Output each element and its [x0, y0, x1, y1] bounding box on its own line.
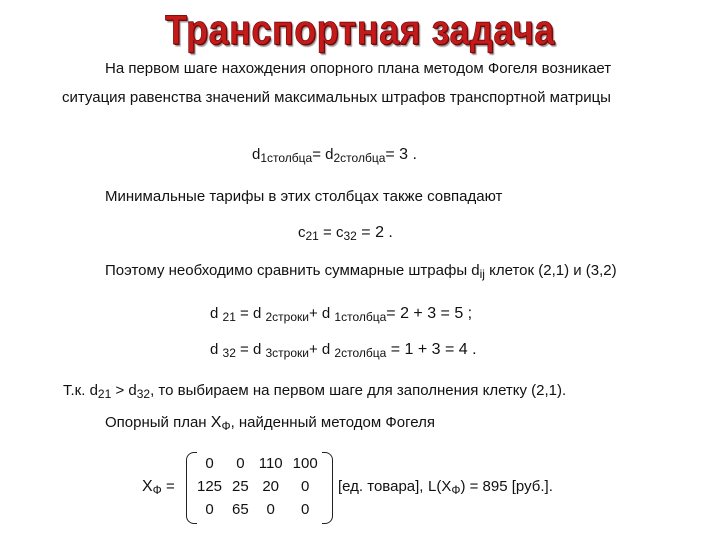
p5-tail: , найденный методом Фогеля — [230, 414, 435, 431]
equation-sum-penalty-32 — [210, 341, 477, 360]
matrix-cell: 0 — [205, 501, 214, 518]
eq4-s1: 32 — [222, 346, 236, 360]
eq2-sub2: 32 — [343, 229, 357, 243]
matrix-cell: 110 — [258, 455, 283, 472]
matrix-right-bracket — [322, 452, 333, 524]
p3-tail: клеток (2,1) и (3,2) — [489, 262, 617, 279]
eq3-plus: + d — [308, 305, 335, 322]
matrix-cell: 100 — [292, 455, 318, 472]
paragraph-1-line-2: ситуация равенства значений максимальных штрафов транспортной матрицы — [62, 89, 611, 106]
matrix-cell: 0 — [300, 478, 310, 495]
p5-x: X — [210, 414, 222, 431]
p4-d1: d — [89, 382, 98, 399]
matrix-cell: 0 — [236, 455, 245, 472]
matrix-row — [192, 498, 323, 521]
eq4-d: d — [210, 341, 219, 358]
p4-gt: > d — [111, 382, 137, 399]
eq4-eq: = d — [235, 341, 266, 358]
matrix-units: [ед. товара], — [338, 478, 424, 495]
p3-d: d — [471, 262, 480, 279]
matrix-cell: 25 — [232, 478, 249, 495]
matrix-cell: 125 — [197, 478, 223, 495]
eq4-s3: 2столбца — [334, 346, 387, 360]
eq4-plus: + d — [308, 341, 335, 358]
eq2-tail: = 2 . — [356, 224, 393, 241]
eq3-eq: = d — [235, 305, 266, 322]
eq2-eq: = — [318, 224, 336, 241]
matrix-row — [192, 452, 323, 475]
eq1-d2: d — [325, 146, 334, 163]
equation-penalty-equality — [252, 146, 417, 165]
eq2-sub1: 21 — [305, 229, 319, 243]
p5-sub: Ф — [221, 419, 231, 433]
equation-min-tariffs — [298, 224, 393, 243]
paragraph-2: Минимальные тарифы в этих столбцах также совпадают — [105, 188, 503, 205]
eq1-d: d — [252, 146, 261, 163]
eq3-s1: 21 — [222, 310, 236, 324]
eq4-s2: 3строки — [265, 346, 309, 360]
paragraph-3 — [105, 262, 617, 281]
matrix-cell: 0 — [300, 501, 310, 518]
p4-s2: 32 — [136, 387, 151, 401]
matrix-label: $X_Ф$ = — [142, 478, 175, 497]
page-title: Транспортная задача — [165, 6, 555, 54]
cost-expression: $L(X_Ф) = 895$ [руб.]. — [428, 478, 553, 497]
matrix-cell: 65 — [232, 501, 249, 518]
eq3-tail: = 2 + 3 = 5 ; — [386, 305, 473, 322]
eq4-tail: = 1 + 3 = 4 . — [386, 341, 477, 358]
plan-matrix — [192, 452, 323, 521]
paragraph-1-line-1: На первом шаге нахождения опорного плана методом Фогеля возникает — [105, 60, 612, 77]
p3-text: Поэтому необходимо сравнить суммарные штрафы — [105, 262, 468, 279]
p3-sub: ij — [479, 267, 485, 281]
matrix-cell: 20 — [262, 478, 280, 495]
matrix-cell: 0 — [266, 501, 275, 518]
eq3-s3: 1столбца — [334, 310, 387, 324]
eq1-eq: = — [312, 146, 321, 163]
eq2-c1: c — [298, 224, 306, 241]
p4-tail: , то выбираем на первом шаге для заполнения клетку (2,1). — [150, 382, 567, 399]
p5-lead: Опорный план — [105, 414, 207, 431]
paragraph-5 — [105, 414, 435, 433]
paragraph-4 — [63, 382, 566, 401]
equation-sum-penalty-21 — [210, 305, 472, 324]
eq1-sub1: 1столбца — [260, 151, 313, 165]
eq3-d: d — [210, 305, 219, 322]
p4-s1: 21 — [97, 387, 112, 401]
eq2-c2: c — [335, 224, 344, 241]
matrix-row — [192, 475, 323, 498]
eq1-tail: = 3 . — [385, 146, 417, 163]
eq3-s2: 2строки — [265, 310, 309, 324]
matrix-cell: 0 — [205, 455, 214, 472]
p4-lead: Т.к. — [63, 382, 86, 399]
eq1-sub2: 2столбца — [333, 151, 386, 165]
